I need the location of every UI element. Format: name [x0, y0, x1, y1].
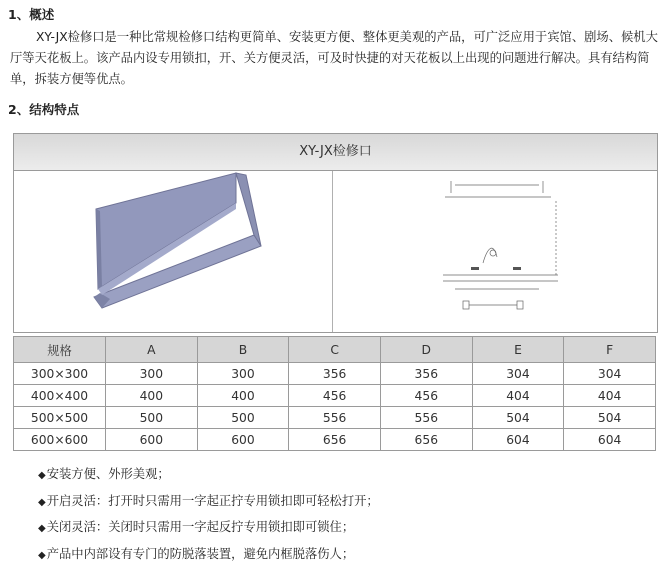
table-cell: 300	[106, 363, 198, 385]
table-cell: 400×400	[14, 385, 106, 407]
list-item: ◆开启灵活：打开时只需用一字起正拧专用锁扣即可轻松打开；	[38, 489, 379, 516]
table-cell: 356	[289, 363, 381, 385]
diamond-bullet-icon: ◆	[38, 497, 46, 508]
table-cell: 456	[380, 385, 472, 407]
table-cell: 500	[197, 407, 289, 429]
table-cell: 600	[106, 429, 198, 451]
section-2-heading: 2、结构特点	[8, 100, 79, 118]
section-1-heading: 1、概述	[8, 5, 54, 23]
product-photo	[14, 171, 333, 332]
table-cell: 656	[289, 429, 381, 451]
diamond-bullet-icon: ◆	[38, 550, 46, 561]
table-cell: 556	[289, 407, 381, 429]
list-item: ◆产品中内部设有专门的防脱落装置，避免内框脱落伤人；	[38, 542, 379, 568]
table-cell: 600	[197, 429, 289, 451]
frame-right	[236, 173, 261, 246]
table-cell: 604	[564, 429, 656, 451]
product-figure-box	[13, 133, 658, 333]
table-cell: 304	[472, 363, 564, 385]
table-row	[14, 429, 656, 451]
table-cell: 556	[380, 407, 472, 429]
feature-list	[38, 462, 379, 568]
table-cell: 304	[564, 363, 656, 385]
table-row	[14, 363, 656, 385]
header-cell: E	[472, 337, 564, 363]
technical-drawing	[333, 171, 657, 332]
table-cell: 500	[106, 407, 198, 429]
table-row	[14, 385, 656, 407]
table-cell: 604	[472, 429, 564, 451]
table-cell: 404	[564, 385, 656, 407]
table-cell: 300	[197, 363, 289, 385]
table-cell: 500×500	[14, 407, 106, 429]
table-cell: 400	[197, 385, 289, 407]
table-cell: 504	[564, 407, 656, 429]
header-cell: C	[289, 337, 381, 363]
list-item: ◆关闭灵活：关闭时只需用一字起反拧专用锁扣即可锁住；	[38, 515, 379, 542]
spec-table	[13, 336, 656, 451]
header-cell: 规格	[14, 337, 106, 363]
table-cell: 356	[380, 363, 472, 385]
section-drawing	[333, 171, 657, 332]
table-cell: 504	[472, 407, 564, 429]
diamond-bullet-icon: ◆	[38, 523, 46, 534]
table-cell: 300×300	[14, 363, 106, 385]
table-cell: 656	[380, 429, 472, 451]
figure-title: XY-JX检修口	[14, 134, 657, 171]
table-row	[14, 407, 656, 429]
overview-paragraph: XY-JX检修口是一种比常规检修口结构更简单、安装更方便、整体更美观的产品，可广泛应用于宾馆、剧场、候机大厅等天花板上。该产品内设专用锁扣，开、关方便灵活，可及时快捷的对天花板以上出现的问题进行解决。具有结构简单，拆装方便等优点。	[10, 27, 660, 90]
table-cell: 404	[472, 385, 564, 407]
header-cell: D	[380, 337, 472, 363]
access-panel-illustration	[14, 171, 332, 332]
table-cell: 456	[289, 385, 381, 407]
diamond-bullet-icon: ◆	[38, 470, 46, 481]
header-cell: B	[197, 337, 289, 363]
list-item: ◆安装方便、外形美观；	[38, 462, 379, 489]
header-cell: A	[106, 337, 198, 363]
table-cell: 600×600	[14, 429, 106, 451]
header-cell: F	[564, 337, 656, 363]
table-header-row	[14, 337, 656, 363]
table-cell: 400	[106, 385, 198, 407]
